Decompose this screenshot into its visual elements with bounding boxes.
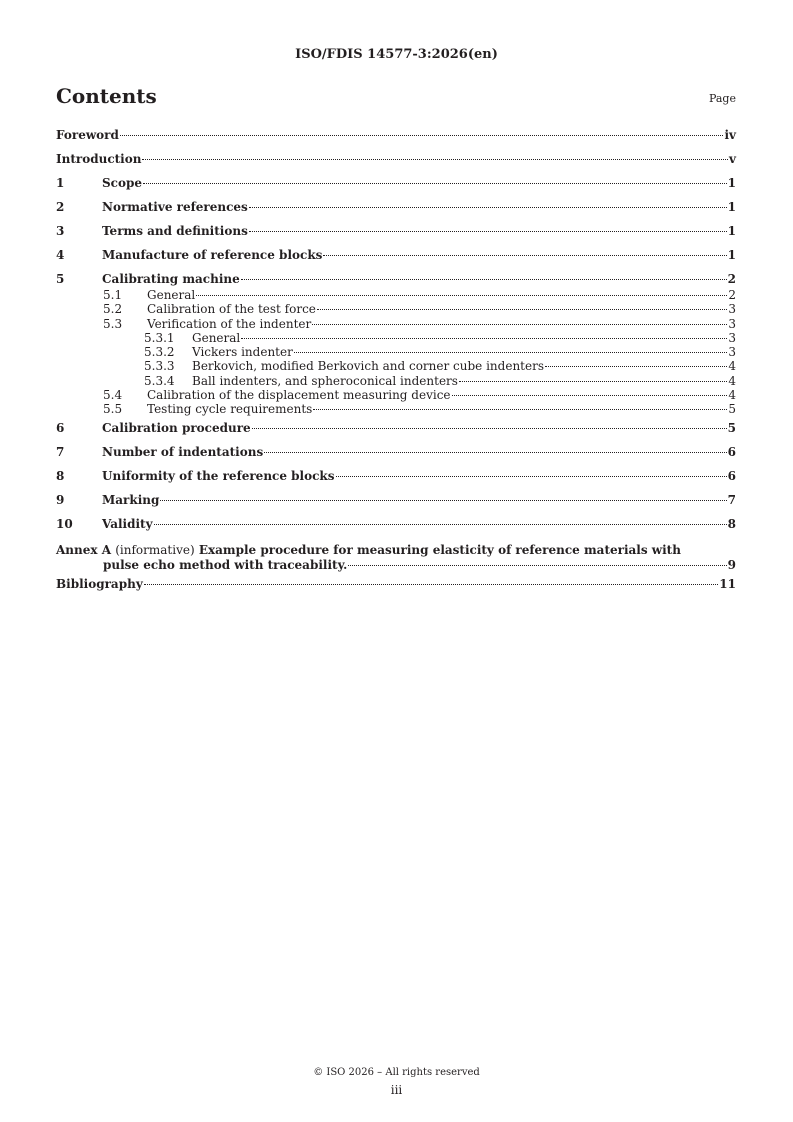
- toc-entry-title: Bibliography: [56, 576, 143, 591]
- toc-entry-page: 4: [728, 388, 736, 403]
- toc-entry-clause-6[interactable]: [56, 421, 736, 445]
- toc-entry-annex-a[interactable]: [56, 543, 736, 574]
- contents-title: Contents: [56, 84, 157, 108]
- leader-dots: [249, 207, 727, 208]
- toc-entry-page: 4: [728, 359, 736, 374]
- toc-entry-number: 3: [56, 224, 65, 238]
- toc-entry-5-3-3[interactable]: [56, 359, 736, 373]
- toc-entry-title: Vickers indenter: [192, 345, 293, 360]
- toc-entry-number: 2: [56, 200, 65, 214]
- toc-entry-number: 6: [56, 420, 65, 435]
- toc-entry-number: 5.3: [103, 316, 123, 331]
- leader-dots: [120, 135, 724, 136]
- toc-entry-clause-5[interactable]: [56, 272, 736, 288]
- toc-entry-5-3-4[interactable]: [56, 374, 736, 388]
- annex-title-part-2: pulse echo method with traceability.: [103, 557, 348, 572]
- toc-entry-page: 9: [727, 557, 736, 572]
- toc-entry-title: General: [192, 330, 241, 345]
- toc-entry-5-2[interactable]: [56, 302, 736, 316]
- toc-entry-page: 3: [728, 302, 736, 317]
- toc-entry-number: 7: [56, 444, 65, 459]
- annex-label: Annex A: [56, 542, 112, 557]
- page-column-label: Page: [708, 92, 736, 105]
- toc-entry-page: 2: [728, 288, 736, 302]
- leader-dots: [452, 395, 728, 396]
- leader-dots: [241, 338, 727, 339]
- toc-entry-page: 5: [727, 420, 736, 435]
- leader-dots: [249, 231, 727, 232]
- leader-dots: [160, 500, 726, 501]
- toc-entry-number: 5.3.2: [144, 345, 175, 360]
- leader-dots: [313, 409, 727, 410]
- leader-dots: [196, 295, 727, 296]
- toc-entry-page: 3: [728, 345, 736, 360]
- leader-dots: [142, 159, 728, 160]
- leader-dots: [252, 428, 727, 429]
- toc-entry-clause-1[interactable]: [56, 176, 736, 200]
- toc-entry-page: 1: [727, 248, 736, 262]
- toc-entry-foreword[interactable]: [56, 128, 736, 152]
- toc-entry-title: Terms and definitions: [102, 224, 248, 238]
- toc-entry-page: 1: [727, 224, 736, 238]
- leader-dots: [545, 366, 727, 367]
- toc-entry-title: Scope: [102, 176, 143, 190]
- toc-entry-page: v: [729, 152, 736, 166]
- toc-entry-page: 2: [727, 272, 736, 286]
- leader-dots: [241, 279, 727, 280]
- leader-dots: [264, 452, 726, 453]
- toc-entry-clause-9[interactable]: [56, 493, 736, 517]
- toc-entry-page: 6: [727, 468, 736, 483]
- toc-entry-title: Ball indenters, and spheroconical indenters: [192, 373, 458, 388]
- leader-dots: [143, 183, 727, 184]
- toc-entry-title: Calibration of the test force: [147, 302, 316, 317]
- toc-entry-page: iv: [724, 128, 736, 142]
- toc-entry-title: Number of indentations: [102, 444, 264, 459]
- toc-entry-title: Calibrating machine: [102, 272, 240, 286]
- leader-dots: [312, 324, 727, 325]
- toc-entry-page: 8: [727, 516, 736, 531]
- copyright-footer: © ISO 2026 – All rights reserved: [313, 1067, 480, 1078]
- leader-dots: [294, 352, 728, 353]
- toc-entry-number: 5.3.3: [144, 359, 175, 374]
- toc-entry-number: 9: [56, 492, 65, 507]
- toc-entry-title: Berkovich, modified Berkovich and corner cube indenters: [192, 359, 544, 374]
- toc-entry-page: 3: [728, 316, 736, 331]
- annex-informative-label: (informative): [115, 542, 195, 557]
- annex-title-line-2: [56, 558, 736, 574]
- leader-dots: [336, 476, 727, 477]
- leader-dots: [323, 255, 726, 256]
- leader-dots: [348, 565, 726, 566]
- toc-entry-number: 5.3.1: [144, 330, 175, 345]
- toc-entry-clause-8[interactable]: [56, 469, 736, 493]
- toc-entry-title: Verification of the indenter: [147, 316, 312, 331]
- toc-entry-title: Testing cycle requirements: [147, 402, 313, 417]
- toc-entry-number: 5.3.4: [144, 373, 175, 388]
- toc-entry-page: 11: [719, 576, 736, 591]
- toc-entry-5-1[interactable]: [56, 288, 736, 302]
- leader-dots: [459, 381, 727, 382]
- toc-entry-number: 5.1: [103, 288, 123, 302]
- toc-entry-5-3-2[interactable]: [56, 345, 736, 359]
- toc-entry-title: Manufacture of reference blocks: [102, 248, 323, 262]
- toc-entry-page: 3: [728, 330, 736, 345]
- toc-entry-5-4[interactable]: [56, 388, 736, 402]
- toc-entry-title: General: [147, 288, 196, 302]
- toc-entry-5-5[interactable]: [56, 402, 736, 416]
- toc-entry-number: 1: [56, 176, 65, 190]
- page-number: iii: [390, 1083, 403, 1097]
- toc-entry-number: 5: [56, 272, 65, 286]
- toc-entry-page: 7: [727, 492, 736, 507]
- toc-entry-clause-3[interactable]: [56, 224, 736, 248]
- annex-title-part-1: Example procedure for measuring elasticity of reference materials with: [198, 542, 681, 557]
- toc-entry-title: Calibration of the displacement measuring device: [147, 388, 451, 403]
- toc-entry-number: 4: [56, 248, 65, 262]
- leader-dots: [144, 584, 719, 585]
- toc-entry-bibliography[interactable]: [56, 577, 736, 599]
- toc-entry-introduction[interactable]: [56, 152, 736, 176]
- toc-entry-number: 10: [56, 516, 73, 531]
- toc-entry-number: 5.2: [103, 302, 123, 317]
- toc-entry-number: 5.5: [103, 402, 123, 417]
- toc-entry-clause-4[interactable]: [56, 248, 736, 272]
- toc-entry-number: 8: [56, 468, 65, 483]
- annex-title-line-1: [56, 543, 736, 558]
- toc-entry-page: 1: [727, 176, 736, 190]
- toc-entry-clause-2[interactable]: [56, 200, 736, 224]
- toc-entry-number: 5.4: [103, 388, 123, 403]
- toc-entry-5-3[interactable]: [56, 317, 736, 331]
- toc-entry-title: Foreword: [56, 128, 119, 142]
- leader-dots: [154, 524, 727, 525]
- toc-entry-clause-7[interactable]: [56, 445, 736, 469]
- toc-entry-title: Uniformity of the reference blocks: [102, 468, 335, 483]
- toc-entry-page: 5: [728, 402, 736, 417]
- toc-entry-title: Normative references: [102, 200, 248, 214]
- toc-entry-title: Marking: [102, 492, 160, 507]
- toc-entry-5-3-1[interactable]: [56, 331, 736, 345]
- table-of-contents: [56, 128, 736, 599]
- toc-entry-title: Introduction: [56, 152, 142, 166]
- toc-entry-page: 6: [727, 444, 736, 459]
- toc-entry-clause-10[interactable]: [56, 517, 736, 541]
- toc-entry-page: 1: [727, 200, 736, 214]
- leader-dots: [317, 309, 727, 310]
- toc-entry-page: 4: [728, 373, 736, 388]
- toc-entry-title: Validity: [102, 516, 153, 531]
- document-header: ISO/FDIS 14577-3:2026(en): [295, 47, 498, 62]
- toc-entry-title: Calibration procedure: [102, 420, 251, 435]
